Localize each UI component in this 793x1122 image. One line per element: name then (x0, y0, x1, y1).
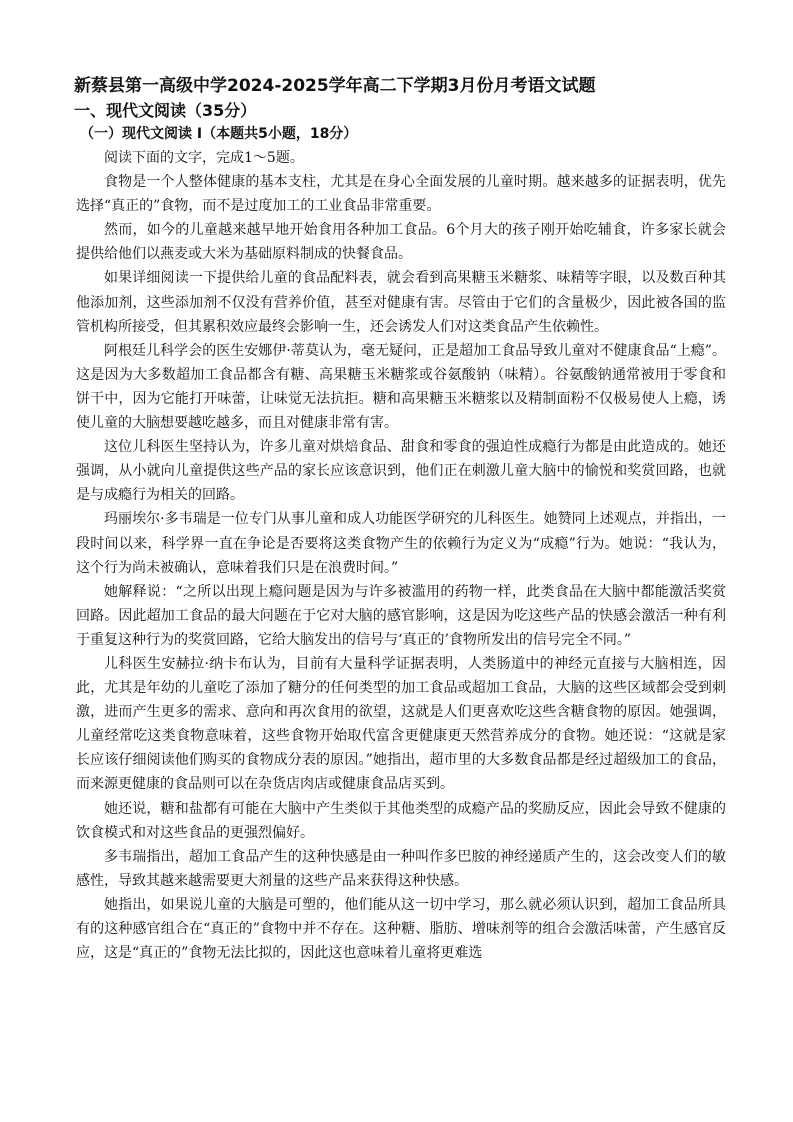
passage-paragraph: 她解释说：“之所以出现上瘾问题是因为与许多被滥用的药物一样，此类食品在大脑中都能激活奖赏回路。因此超加工食品的最大问题在于它对大脑的感官影响，这是因为吃这些产品的快感会激活一种有利于重复这种行为的奖赏回路，它给大脑发出的信号与‘真正的’食物所发出的信号完全不同。” (76, 583, 726, 648)
passage-paragraph: 如果详细阅读一下提供给儿童的食品配料表，就会看到高果糖玉米糖浆、味精等字眼，以及数百种其他添加剂，这些添加剂不仅没有营养价值，甚至对健康有害。尽管由于它们的含量极少，因此被各国的监管机构所接受，但其累积效应最终会影响一生，还会诱发人们对这类食品产生依赖性。 (76, 270, 726, 335)
reading-passage (76, 146, 726, 965)
passage-paragraph: 这位儿科医生坚持认为，许多儿童对烘焙食品、甜食和零食的强迫性成瘾行为都是由此造成的。她还强调，从小就向儿童提供这些产品的家长应该意识到，他们正在刺激儿童大脑中的愉悦和奖赏回路，也就是与成瘾行为相关的回路。 (76, 439, 726, 504)
exam-title: 新蔡县第一高级中学2024-2025学年高二下学期3月份月考语文试题 (74, 76, 596, 96)
subsection-heading: （一）现代文阅读 I（本题共5小题，18分） (80, 126, 358, 142)
section-heading: 一、现代文阅读（35分） (74, 101, 257, 120)
passage-paragraph: 她指出，如果说儿童的大脑是可塑的，他们能从这一切中学习，那么就必须认识到，超加工食品所具有的这种感官组合在“真正的”食物中并不存在。这种糖、脂肪、增味剂等的组合会激活味蕾，产生感官反应，这是“真正的”食物无法比拟的，因此这也意味着儿童将更难选 (76, 896, 726, 962)
passage-paragraph: 玛丽埃尔·多韦瑞是一位专门从事儿童和成人功能医学研究的儿科医生。她赞同上述观点，并指出，一段时间以来，科学界一直在争论是否要将这类食物产生的依赖行为定义为“成瘾”行为。她说：“我认为，这个行为尚未被确认，意味着我们只是在浪费时间。” (76, 511, 726, 576)
instruction-text: 阅读下面的文字，完成1～5题。 (104, 150, 304, 166)
passage-paragraph: 然而，如今的儿童越来越早地开始食用各种加工食品。6个月大的孩子刚开始吃辅食，许多家长就会提供给他们以燕麦或大米为基础原料制成的快餐食品。 (76, 222, 726, 263)
passage-paragraph: 儿科医生安赫拉·纳卡布认为，目前有大量科学证据表明，人类肠道中的神经元直接与大脑相连，因此，尤其是年幼的儿童吃了添加了糖分的任何类型的加工食品或超加工食品，大脑的这些区域都会受到刺激，进而产生更多的需求、意向和再次食用的欲望，这就是人们更喜欢吃这些含糖食物的原因。她强调，儿童经常吃这类食物意味着，这些食物开始取代富含更健康更天然营养成分的食物。她还说：“这就是家长应该仔细阅读他们购买的食物成分表的原因。”她指出，超市里的大多数食品都是经过超级加工的食品，而来源更健康的食品则可以在杂货店肉店或健康食品店买到。 (76, 655, 726, 793)
passage-paragraph: 她还说，糖和盐都有可能在大脑中产生类似于其他类型的成瘾产品的奖励反应，因此会导致不健康的饮食模式和对这些食品的更强烈偏好。 (76, 800, 726, 841)
passage-paragraph: 阿根廷儿科学会的医生安娜伊·蒂莫认为，毫无疑问，正是超加工食品导致儿童对不健康食品“上瘾”。这是因为大多数超加工食品都含有糖、高果糖玉米糖浆或谷氨酸钠（味精）。谷氨酸钠通常被用于零食和饼干中，因为它能打开味蕾，让味觉无法抗拒。糖和高果糖玉米糖浆以及精制面粉不仅极易使人上瘾，诱使儿童的大脑想要越吃越多，而且对健康非常有害。 (76, 342, 726, 432)
passage-paragraph: 多韦瑞指出，超加工食品产生的这种快感是由一种叫作多巴胺的神经递质产生的，这会改变人们的敏感性，导致其越来越需要更大剂量的这些产品来获得这种快感。 (76, 848, 726, 889)
passage-paragraph: 食物是一个人整体健康的基本支柱，尤其是在身心全面发展的儿童时期。越来越多的证据表明，优先选择“真正的”食物，而不是过度加工的工业食品非常重要。 (76, 174, 726, 215)
